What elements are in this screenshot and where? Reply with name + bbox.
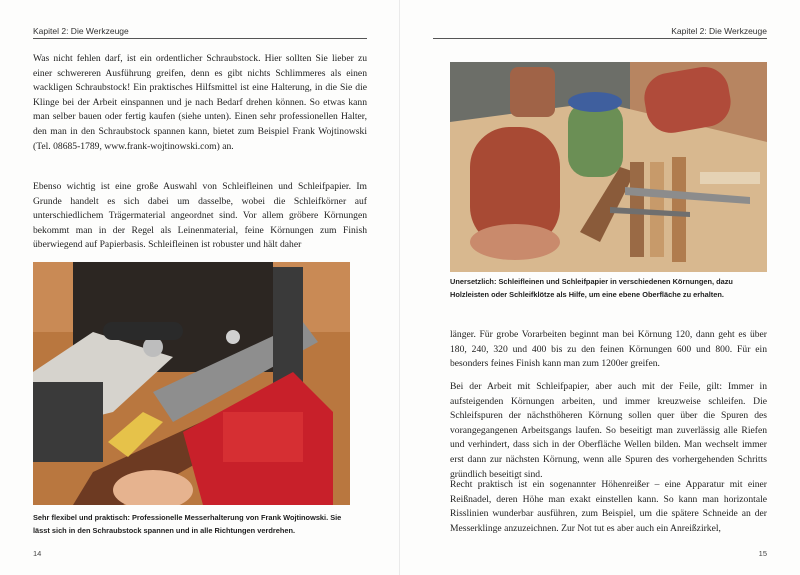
left-photo-caption: Sehr flexibel und praktisch: Professionelle Messerhalterung von Frank Wojtinowski. Sie lässt sich in den Schraubstock spannen und in alle Richtungen verdrehen. (33, 513, 342, 535)
left-paragraph-2: Ebenso wichtig ist eine große Auswahl von Schleifleinen und Schleifpapier. Im Grunde handelt es sich dabei um dasselbe, wobei die Schleifkörner auf unterschiedlichem Trägermaterial angeordnet sind. Vor allem gröbere Körnungen bekommt man in der Regel als Leinenmaterial, feine Körnungen zum Finish überwiegend auf Papierbasis. Schleifleinen ist robuster und hält daher (33, 181, 367, 251)
right-paragraph-1: länger. Für grobe Vorarbeiten beginnt man bei Körnung 120, dann geht es über 180, 240, 320 und 400 bis zu den feinen Körnungen 600 und 800. Für ein besonders feines Finish kann man zum 1200er greifen. (450, 329, 767, 370)
right-header-rule (433, 38, 767, 39)
left-running-header: Kapitel 2: Die Werkzeuge (33, 26, 129, 36)
left-page-number: 14 (33, 549, 42, 558)
right-photo-caption: Unersetzlich: Schleifleinen und Schleifpapier in verschiedenen Körnungen, dazu Holzleisten oder Schleifklötze als Hilfe, um eine ebene Oberfläche zu erhalten. (450, 277, 733, 299)
knife-holder-photo (33, 262, 350, 505)
left-paragraph-1: Was nicht fehlen darf, ist ein ordentlicher Schraubstock. Hier sollten Sie lieber zu einer schwereren Ausführung greifen, denn es gibt nichts Schlimmeres als einen wackligen Schraubstock! Ein praktisches Hilfsmittel ist eine Halterung, in die Sie die Klinge bei der Arbeit einspannen und je nach Bedarf drehen können. So etwas kann man selber bauen oder fertig kaufen (siehe unten). Einen sehr professionellen Halter, den man in den Schraubstock spannen kann, bietet zum Beispiel Frank Wojtinowski (Tel. 08685-1789, www.frank-wojtinowski.com) an. (33, 53, 367, 152)
right-page-number: 15 (758, 549, 767, 558)
right-page (400, 0, 800, 575)
right-running-header: Kapitel 2: Die Werkzeuge (671, 26, 767, 36)
left-header-rule (33, 38, 367, 39)
sandpaper-photo (450, 62, 767, 272)
right-paragraph-3: Recht praktisch ist ein sogenannter Höhenreißer – eine Apparatur mit einer Reißnadel, deren Höhe man exakt einstellen kann. So kann man horizontale Risslinien wunderbar ausführen, zum Beispiel, um die spätere Schneide an der Messerklinge anzuzeichnen. Zur Not tut es aber auch ein Anreißzirkel, (450, 479, 767, 534)
knife-holder-illustration (33, 262, 350, 505)
right-paragraph-2: Bei der Arbeit mit Schleifpapier, aber auch mit der Feile, gilt: Immer in aufsteigenden Körnungen arbeiten, und immer kreuzweise schleifen. Die Schleifspuren der nächsthöheren Körnung sollen quer über die Spuren des vorangegangenen Arbeitsgangs laufen. So beseitigt man zuverlässig alle Riefen und verhindert, dass sich in der Oberfläche Wellen bilden. Man wechselt immer erst dann zur nächsten Körnung, wenn alle Spuren des vorhergehenden Schritts gründlich beseitigt sind. (450, 381, 767, 480)
sandpaper-illustration (450, 62, 767, 272)
